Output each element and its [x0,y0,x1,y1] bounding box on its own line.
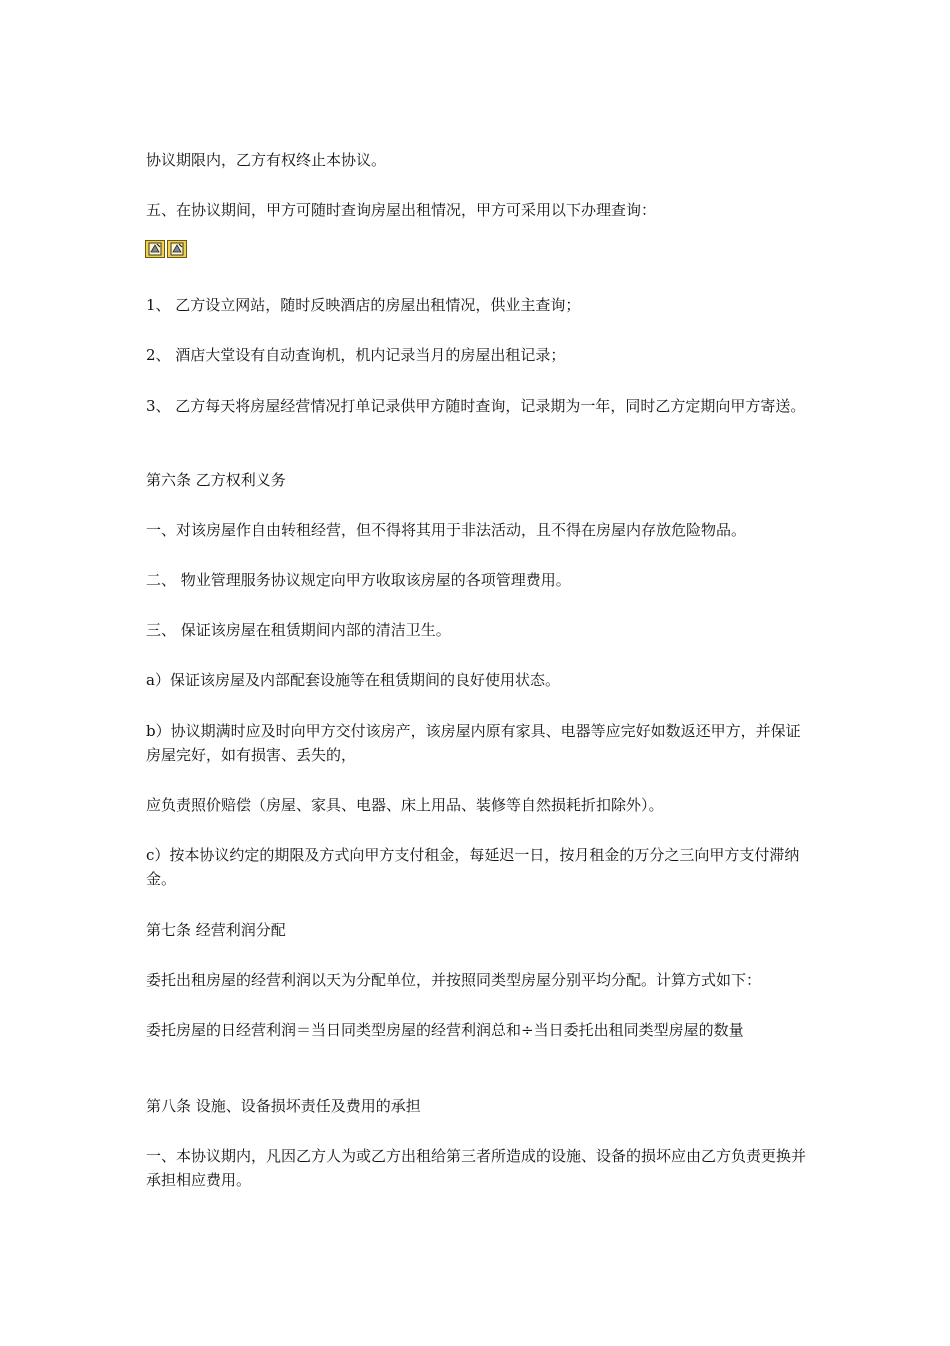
paragraph-item-c: c）按本协议约定的期限及方式向甲方支付租金，每延迟一日，按月租金的万分之三向甲方支付滞纳金。 [146,846,800,888]
paragraph-management-fees: 二、 物业管理服务协议规定向甲方收取该房屋的各项管理费用。 [146,571,571,589]
paragraph-profit-formula: 委托房屋的日经营利润＝当日同类型房屋的经营利润总和÷当日委托出租同类型房屋的数量 [146,1021,744,1039]
heading-article-eight: 第八条 设施、设备损坏责任及费用的承担 [146,1097,421,1115]
list-item-kiosk: 2、 酒店大堂设有自动查询机，机内记录当月的房屋出租记录； [146,346,566,364]
paragraph-section-five: 五、在协议期间，甲方可随时查询房屋出租情况，甲方可采用以下办理查询： [146,201,657,219]
paragraph-item-b: b）协议期满时应及时向甲方交付该房产，该房屋内原有家具、电器等应完好如数返还甲方，并保证房屋完好，如有损害、丢失的， [146,722,801,764]
paragraph-damage-liability: 一、本协议期内，凡因乙方人为或乙方出租给第三者所造成的设施、设备的损坏应由乙方负责更换并承担相应费用。 [146,1147,807,1189]
paragraph-cleanliness: 三、 保证该房屋在租赁期间内部的清洁卫生。 [146,621,451,639]
broken-image-icon [145,240,165,258]
paragraph-item-a: a）保证该房屋及内部配套设施等在租赁期间的良好使用状态。 [146,671,560,689]
heading-article-six: 第六条 乙方权利义务 [146,471,286,489]
heading-article-seven: 第七条 经营利润分配 [146,921,286,939]
paragraph-compensation: 应负责照价赔偿（房屋、家具、电器、床上用品、装修等自然损耗折扣除外）。 [146,796,664,814]
paragraph-termination-right: 协议期限内，乙方有权终止本协议。 [146,151,387,169]
list-item-daily-records: 3、 乙方每天将房屋经营情况打单记录供甲方随时查询，记录期为一年，同时乙方定期向甲方寄送。 [146,397,806,415]
paragraph-sublease-rights: 一、对该房屋作自由转租经营，但不得将其用于非法活动，且不得在房屋内存放危险物品。 [146,521,747,539]
paragraph-profit-distribution: 委托出租房屋的经营利润以天为分配单位，并按照同类型房屋分别平均分配。计算方式如下： [146,971,762,989]
embedded-image-placeholders [145,240,187,259]
list-item-website: 1、 乙方设立网站，随时反映酒店的房屋出租情况，供业主查询； [146,296,581,314]
broken-image-icon [167,240,187,258]
